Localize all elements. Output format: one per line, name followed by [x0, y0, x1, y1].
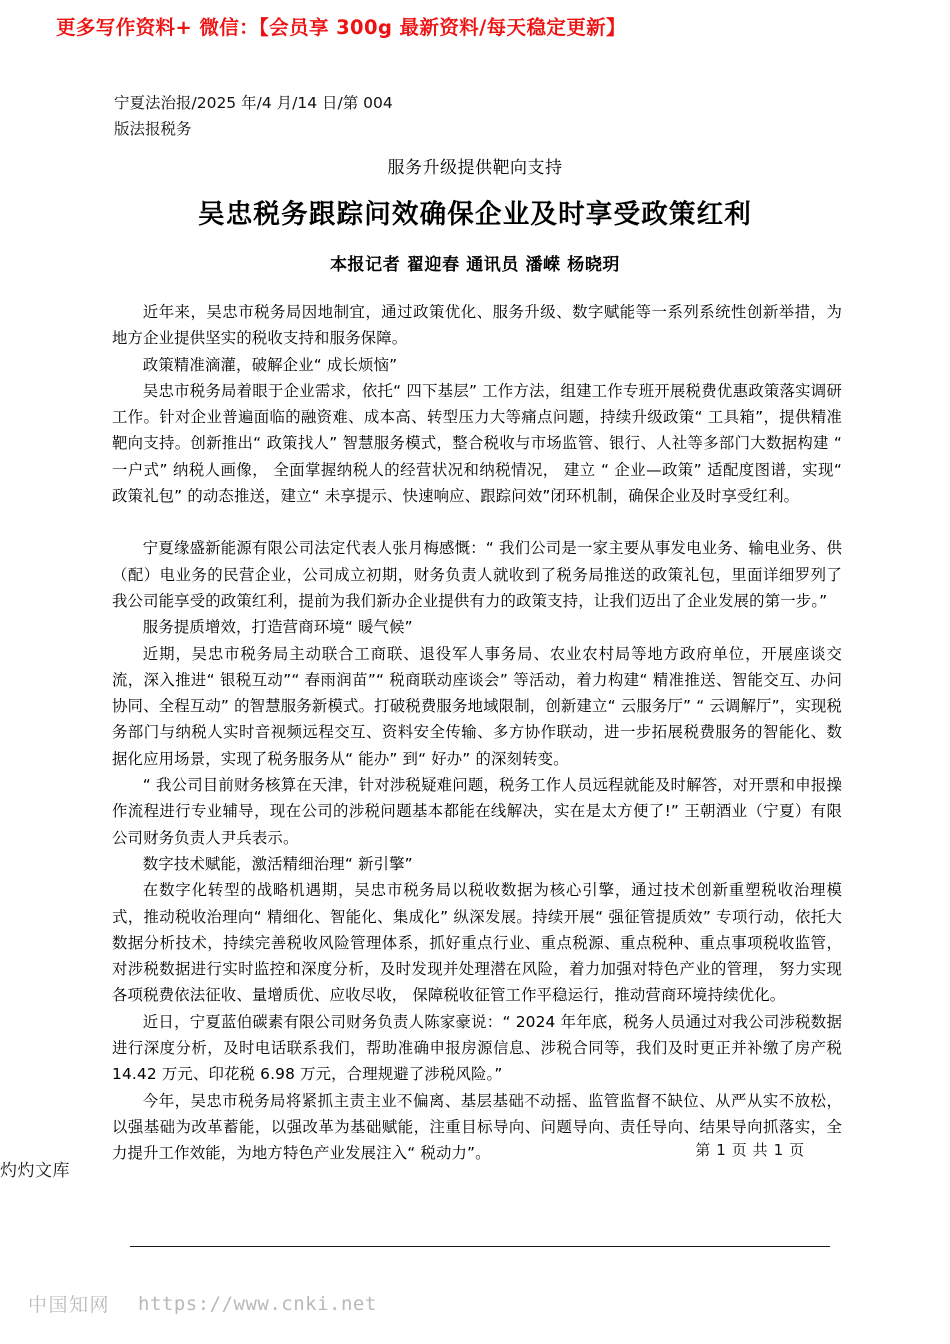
- article-paragraph: 政策精准滴灌，破解企业“ 成长烦恼”: [142, 355, 398, 374]
- article-paragraph: 近年来，吴忠市税务局因地制宜，通过政策优化、服务升级、数字赋能等一系列系统性创新举措，为地方企业提供坚实的税收支持和服务保障。: [112, 303, 842, 348]
- promo-banner-text: 更多写作资料+ 微信：【会员享 300g 最新资料/每天稳定更新】: [56, 16, 626, 39]
- cnki-footer: [28, 1290, 377, 1317]
- article-paragraph: 今年，吴忠市税务局将紧抓主责主业不偏离、基层基础不动摇、监管监督不缺位、从严从实不放松，以强基础为改革蓄能，以强改革为基础赋能，注重目标导向、问题导向、责任导向、结果导向抓落实，全力提升工作效能，为地方特色产业发展注入“ 税动力”。: [112, 1091, 842, 1163]
- article-byline: 本报记者 翟迎春 通讯员 潘嵘 杨晓玥: [329, 254, 621, 275]
- article-paragraph: 近日，宁夏蓝伯碳素有限公司财务负责人陈家豪说：“ 2024 年年底，税务人员通过对我公司涉税数据进行深度分析，及时电话联系我们，帮助准确申报房源信息、涉税合同等，我们及时更正并补缴了房产税 14.42 万元、印花税 6.98 万元，合理规避了涉税风险。”: [112, 1012, 842, 1084]
- article-paragraph: 近期，吴忠市税务局主动联合工商联、退役军人事务局、农业农村局等地方政府单位，开展座谈交流，深入推进“ 银税互动”“ 春雨润苗”“ 税商联动座谈会” 等活动，着力构建“ 精准推送、智能交互、办问协同、全程互动” 的智慧服务新模式。打破税费服务地域限制，创新建立“ 云服务厅” “ 云调解厅”，实现税务部门与纳税人实时音视频远程交互、资料安全传输、多方协作联动，进一步拓展税费服务的智能化、数据化应用场景，实现了税务服务从“ 能办” 到“ 好办” 的深刻转变。: [112, 644, 842, 768]
- cnki-url[interactable]: https://www.cnki.net: [138, 1292, 377, 1315]
- library-watermark: 灼灼文库: [0, 1161, 70, 1181]
- article-headline: 吴忠税务跟踪问效确保企业及时享受政策红利: [198, 199, 752, 230]
- article-body: [112, 299, 842, 1167]
- article-paragraph: 宁夏缘盛新能源有限公司法定代表人张月梅感慨：“ 我们公司是一家主要从事发电业务、输电业务、供（配）电业务的民营企业，公司成立初期，财务负责人就收到了税务局推送的政策礼包，里面详细罗列了我公司能享受的政策红利，提前为我们新办企业提供有力的政策支持，让我们迈出了企业发展的第一步。”: [112, 539, 842, 610]
- publication-masthead: [114, 90, 814, 142]
- masthead-line-1: 宁夏法治报/2025 年/4 月/14 日/第 004: [114, 94, 393, 112]
- masthead-line-2: 版法报税务: [114, 120, 192, 138]
- article-paragraph: “ 我公司目前财务核算在天津，针对涉税疑难问题，税务工作人员远程就能及时解答，对开票和申报操作流程进行专业辅导，现在公司的涉税问题基本都能在线解决，实在是太方便了!” 王朝酒业（宁夏）有限公司财务负责人尹兵表示。: [112, 776, 842, 847]
- cnki-brand-name: 中国知网: [28, 1294, 111, 1316]
- article-paragraph: 在数字化转型的战略机遇期，吴忠市税务局以税收数据为核心引擎，通过技术创新重塑税收治理模式，推动税收治理向“ 精细化、智能化、集成化” 纵深发展。持续开展“ 强征管提质效” 专项行动，依托大数据分析技术，持续完善税收风险管理体系，抓好重点行业、重点税源、重点税种、重点事项税收监管，对涉税数据进行实时监控和深度分析，及时发现并处理潜在风险，着力加强对特色产业的管理， 努力实现各项税费依法征收、量增质优、应收尽收， 保障税收征管工作平稳运行，推动营商环境持续优化。: [112, 881, 842, 1005]
- footer-divider: [130, 1246, 830, 1247]
- article-headline-block: [75, 155, 875, 278]
- article-paragraph: 服务提质增效，打造营商环境“ 暖气候”: [142, 618, 413, 637]
- article-paragraph: 吴忠市税务局着眼于企业需求，依托“ 四下基层” 工作方法，组建工作专班开展税费优惠政策落实调研工作。针对企业普遍面临的融资难、成本高、转型压力大等痛点问题，持续升级政策“ 工具箱”，提供精准靶向支持。创新推出“ 政策找人” 智慧服务模式，整合税收与市场监管、银行、人社等多部门大数据构建 “ 一户式” 纳税人画像， 全面掌握纳税人的经营状况和纳税情况， 建立 “ 企业—政策” 适配度图谱，实现“ 政策礼包” 的动态推送，建立“ 未享提示、快速响应、跟踪问效”闭环机制，确保企业及时享受红利。: [112, 381, 842, 506]
- article-paragraph: 数字技术赋能，激活精细治理“ 新引擎”: [142, 854, 413, 873]
- page-number: 第 1 页 共 1 页: [695, 1141, 805, 1159]
- article-kicker: 服务升级提供靶向支持: [387, 158, 563, 178]
